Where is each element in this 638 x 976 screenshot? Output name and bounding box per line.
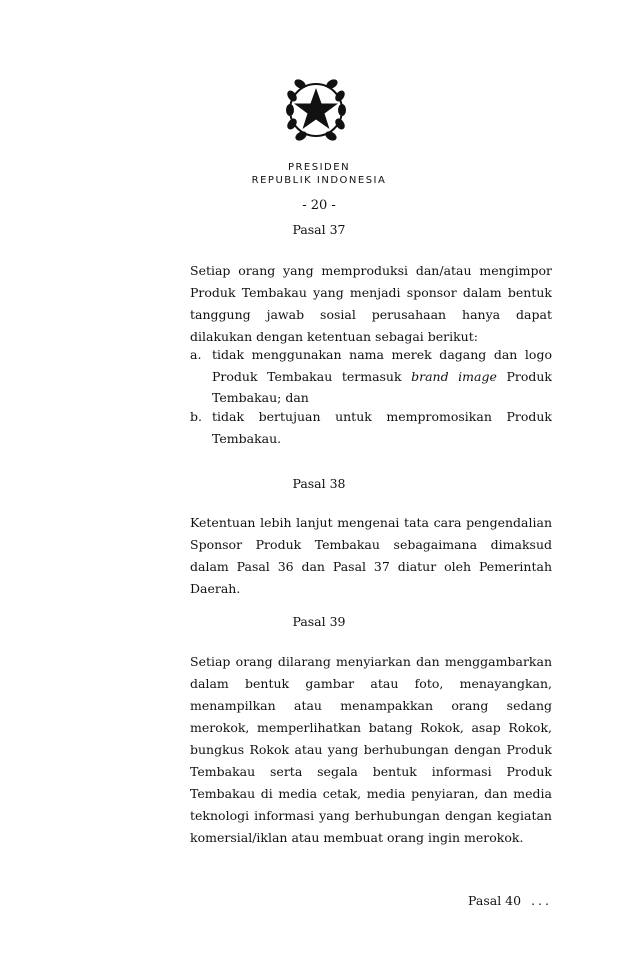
garuda-star-wreath-emblem-icon	[276, 70, 356, 150]
item-text: tidak bertujuan untuk mempromosikan Produk Tembakau.	[212, 409, 552, 446]
pasal-37-item-a	[190, 344, 552, 409]
letterhead-presiden: PRESIDEN	[287, 162, 351, 173]
page-number: - 20 -	[302, 198, 336, 213]
letterhead-republik-indonesia: REPUBLIK INDONESIA	[251, 175, 387, 186]
pasal-37-intro: Setiap orang yang memproduksi dan/atau mengimpor Produk Tembakau yang menjadi sponsor dalam bentuk tanggung jawab sosial perusahaan hanya dapat dilakukan dengan ketentuan sebagai berikut:	[190, 263, 552, 344]
pasal-37-heading: Pasal 37	[292, 222, 346, 237]
continuation-dots: ...	[531, 893, 552, 908]
pasal-39-heading: Pasal 39	[292, 614, 346, 629]
item-text: tidak menggunakan nama merek dagang dan logo Produk Tembakau termasuk brand image Produk Tembakau; dan	[212, 347, 552, 405]
pasal-38-heading: Pasal 38	[292, 476, 346, 491]
item-marker: b.	[190, 409, 202, 424]
next-pasal: Pasal 40	[468, 893, 522, 908]
next-page-reference	[468, 893, 552, 908]
pasal-37-item-b	[190, 406, 552, 449]
item-marker: a.	[190, 347, 202, 362]
pasal-39-text: Setiap orang dilarang menyiarkan dan menggambarkan dalam bentuk gambar atau foto, menayangkan, menampilkan atau menampakkan orang sedang merokok, memperlihatkan batang Rokok, asap Rokok, bungkus Rokok atau yang berhubungan dengan Produk Tembakau serta segala bentuk informasi Produk Tembakau di media cetak, media penyiaran, dan media teknologi informasi yang berhubungan dengan kegiatan komersial/iklan atau membuat orang ingin merokok.	[190, 654, 552, 845]
pasal-38-text: Ketentuan lebih lanjut mengenai tata cara pengendalian Sponsor Produk Tembakau sebagaimana dimaksud dalam Pasal 36 dan Pasal 37 diatur oleh Pemerintah Daerah.	[190, 515, 552, 596]
